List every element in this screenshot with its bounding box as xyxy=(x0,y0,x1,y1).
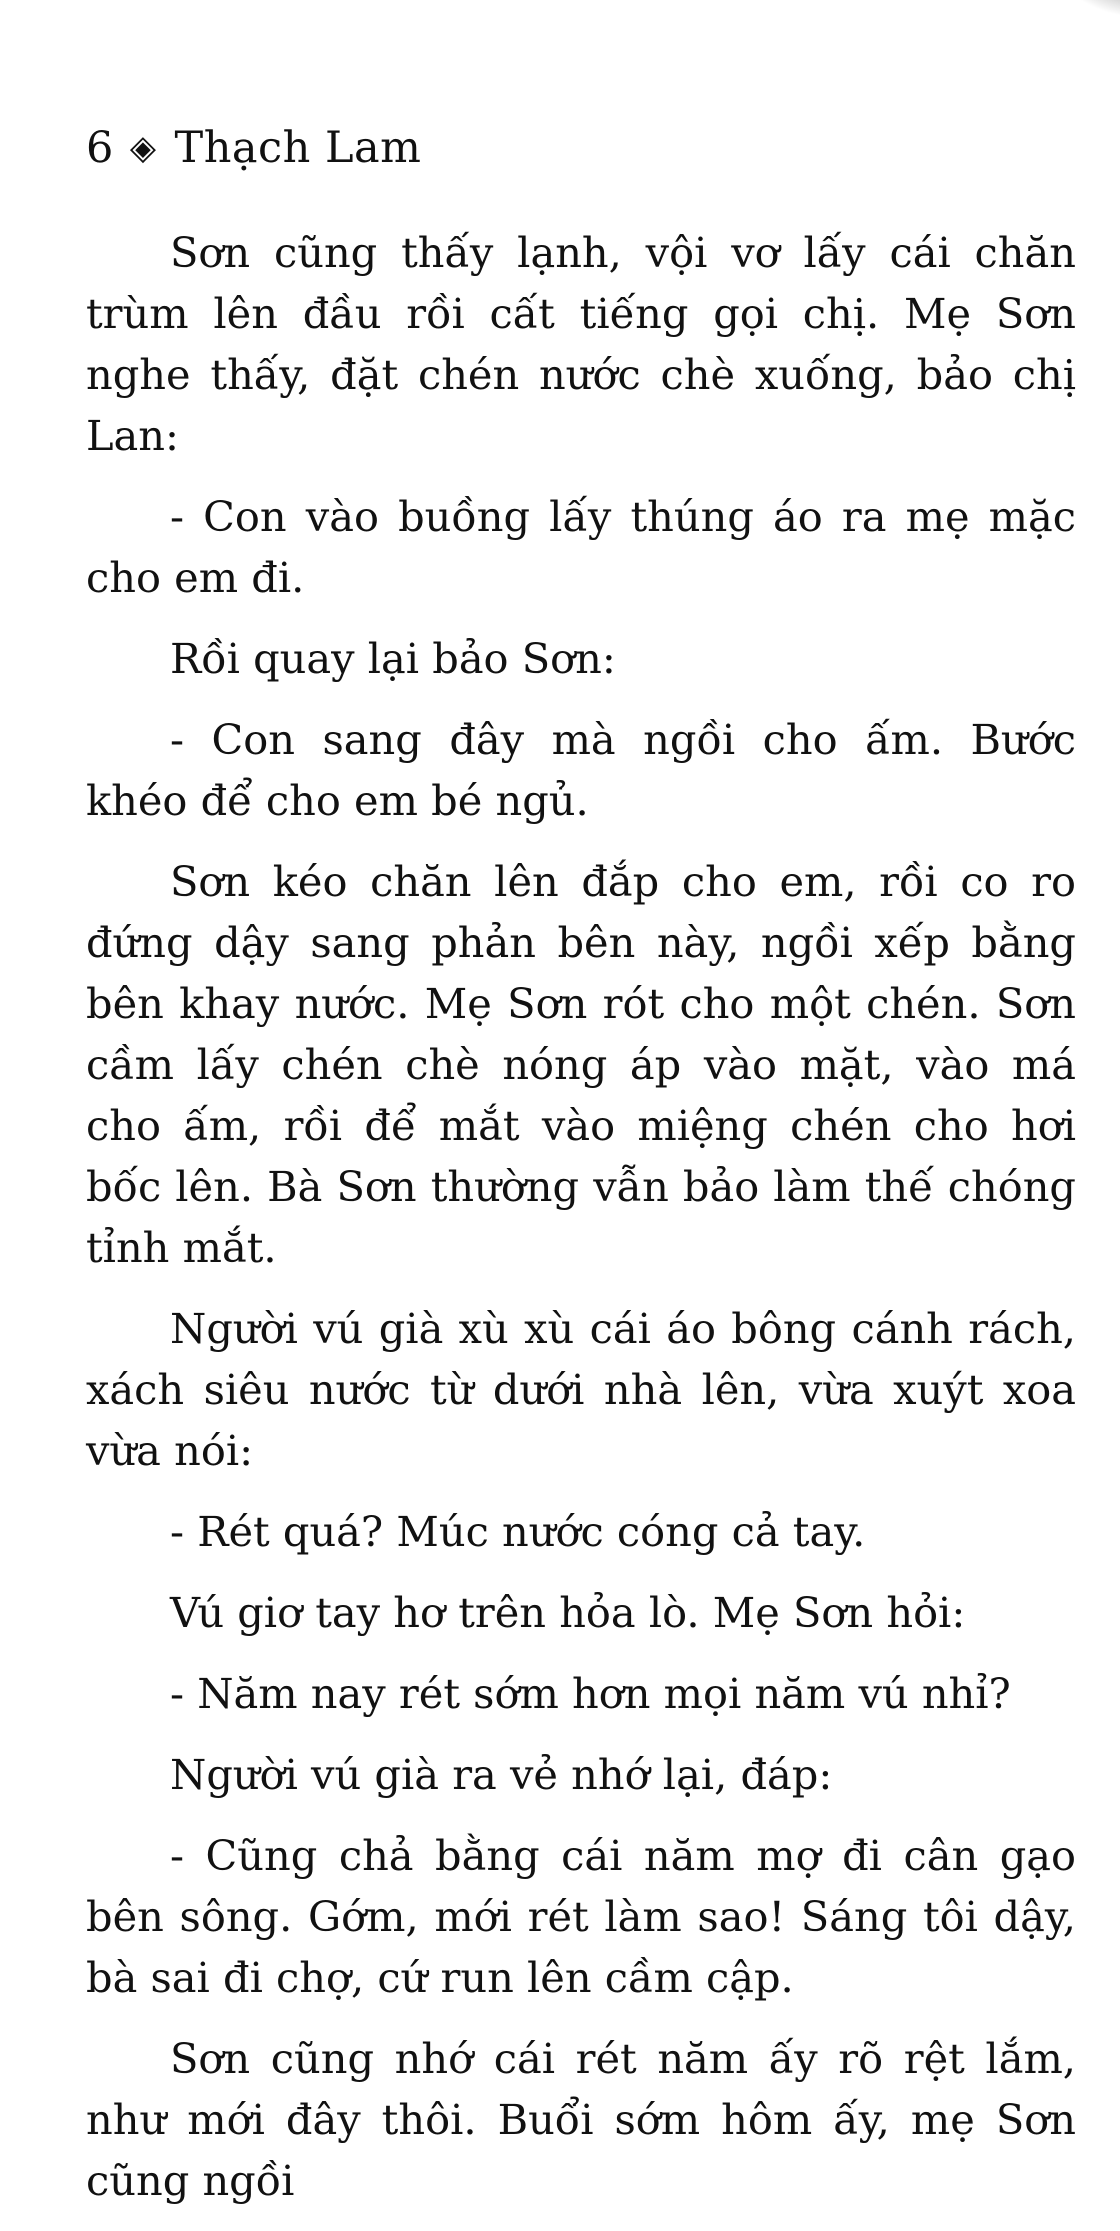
paragraph: Sơn cũng nhớ cái rét năm ấy rõ rệt lắm, như mới đây thôi. Buổi sớm hôm ấy, mẹ Sơn cũng ngồi xyxy=(86,2034,1076,2205)
paragraph: Người vú già xù xù cái áo bông cánh rách, xách siêu nước từ dưới nhà lên, vừa xuýt xoa vừa nói: xyxy=(86,1304,1076,1475)
paragraph: - Cũng chả bằng cái năm mợ đi cân gạo bên sông. Gớm, mới rét làm sao! Sáng tôi dậy, bà sai đi chợ, cứ run lên cầm cập. xyxy=(86,1831,1076,2002)
paragraph: Sơn cũng thấy lạnh, vội vơ lấy cái chăn trùm lên đầu rồi cất tiếng gọi chị. Mẹ Sơn nghe thấy, đặt chén nước chè xuống, bảo chị Lan: xyxy=(86,228,1076,460)
paragraph: Người vú già ra vẻ nhớ lại, đáp: xyxy=(170,1750,833,1799)
diamond-ornament-icon: ◈ xyxy=(129,128,157,168)
paragraph: - Rét quá? Múc nước cóng cả tay. xyxy=(170,1507,866,1556)
paragraph: Vú giơ tay hơ trên hỏa lò. Mẹ Sơn hỏi: xyxy=(170,1588,966,1637)
paragraph: - Con sang đây mà ngồi cho ấm. Bước khéo để cho em bé ngủ. xyxy=(86,715,1076,825)
running-header xyxy=(86,118,421,178)
paragraph: - Con vào buồng lấy thúng áo ra mẹ mặc cho em đi. xyxy=(86,492,1076,602)
paragraph: Sơn kéo chăn lên đắp cho em, rồi co ro đứng dậy sang phản bên này, ngồi xếp bằng bên khay nước. Mẹ Sơn rót cho một chén. Sơn cầm lấy chén chè nóng áp vào mặt, vào má cho ấm, rồi để mắt vào miệng chén cho hơi bốc lên. Bà Sơn thường vẫn bảo làm thế chóng tỉnh mắt. xyxy=(86,857,1076,1272)
body-text xyxy=(86,222,1076,2231)
paragraph: - Năm nay rét sớm hơn mọi năm vú nhỉ? xyxy=(170,1669,1011,1718)
author-name: Thạch Lam xyxy=(174,123,422,173)
paragraph: Rồi quay lại bảo Sơn: xyxy=(170,634,616,683)
page-number: 6 xyxy=(86,123,114,173)
